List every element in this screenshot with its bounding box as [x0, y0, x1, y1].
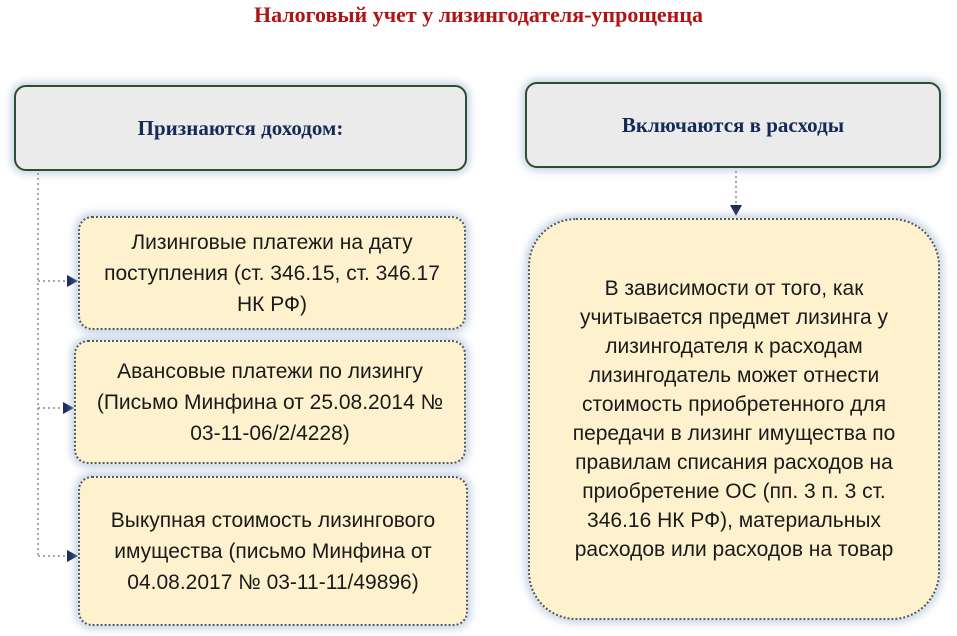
diagram-title: Налоговый учет у лизингодателя-упрощенца: [253, 2, 704, 27]
income-item-text: Лизинговые платежи на дату поступления (ст. 346.15, ст. 346.17 НК РФ): [104, 230, 440, 316]
expenses-description-text: В зависимости от того, как учитывается предмет лизинга у лизингодателя к расходам лизингодатель может отнести стоимость приобретенного для передачи в лизинг имущества по правилам списания расходов на приобретение ОС (пп. 3 п. 3 ст. 346.16 НК РФ), материальных расходов или расходов на товар: [572, 277, 896, 561]
income-item-text: Авансовые платежи по лизингу (Письмо Минфина от 25.08.2014 № 03-11-06/2/4228): [96, 359, 444, 445]
income-item-advance-payments: [74, 340, 466, 464]
expenses-header-box: [525, 82, 941, 168]
income-item-lease-payments: [78, 216, 466, 330]
income-header-box: [14, 85, 467, 171]
arrow-icon-right: [730, 205, 742, 216]
arrow-icon-3: [67, 550, 78, 562]
arrow-icon-1: [67, 275, 78, 287]
income-item-text: Выкупная стоимость лизингового имущества (письмо Минфина от 04.08.2017 № 03-11-11/49896): [110, 508, 436, 594]
income-item-buyout-value: [78, 476, 468, 626]
arrow-icon-2: [63, 402, 74, 414]
expenses-header-label: Включаются в расходы: [621, 112, 845, 137]
income-header-label: Признаются доходом:: [137, 115, 344, 140]
expenses-description-box: [528, 218, 940, 620]
